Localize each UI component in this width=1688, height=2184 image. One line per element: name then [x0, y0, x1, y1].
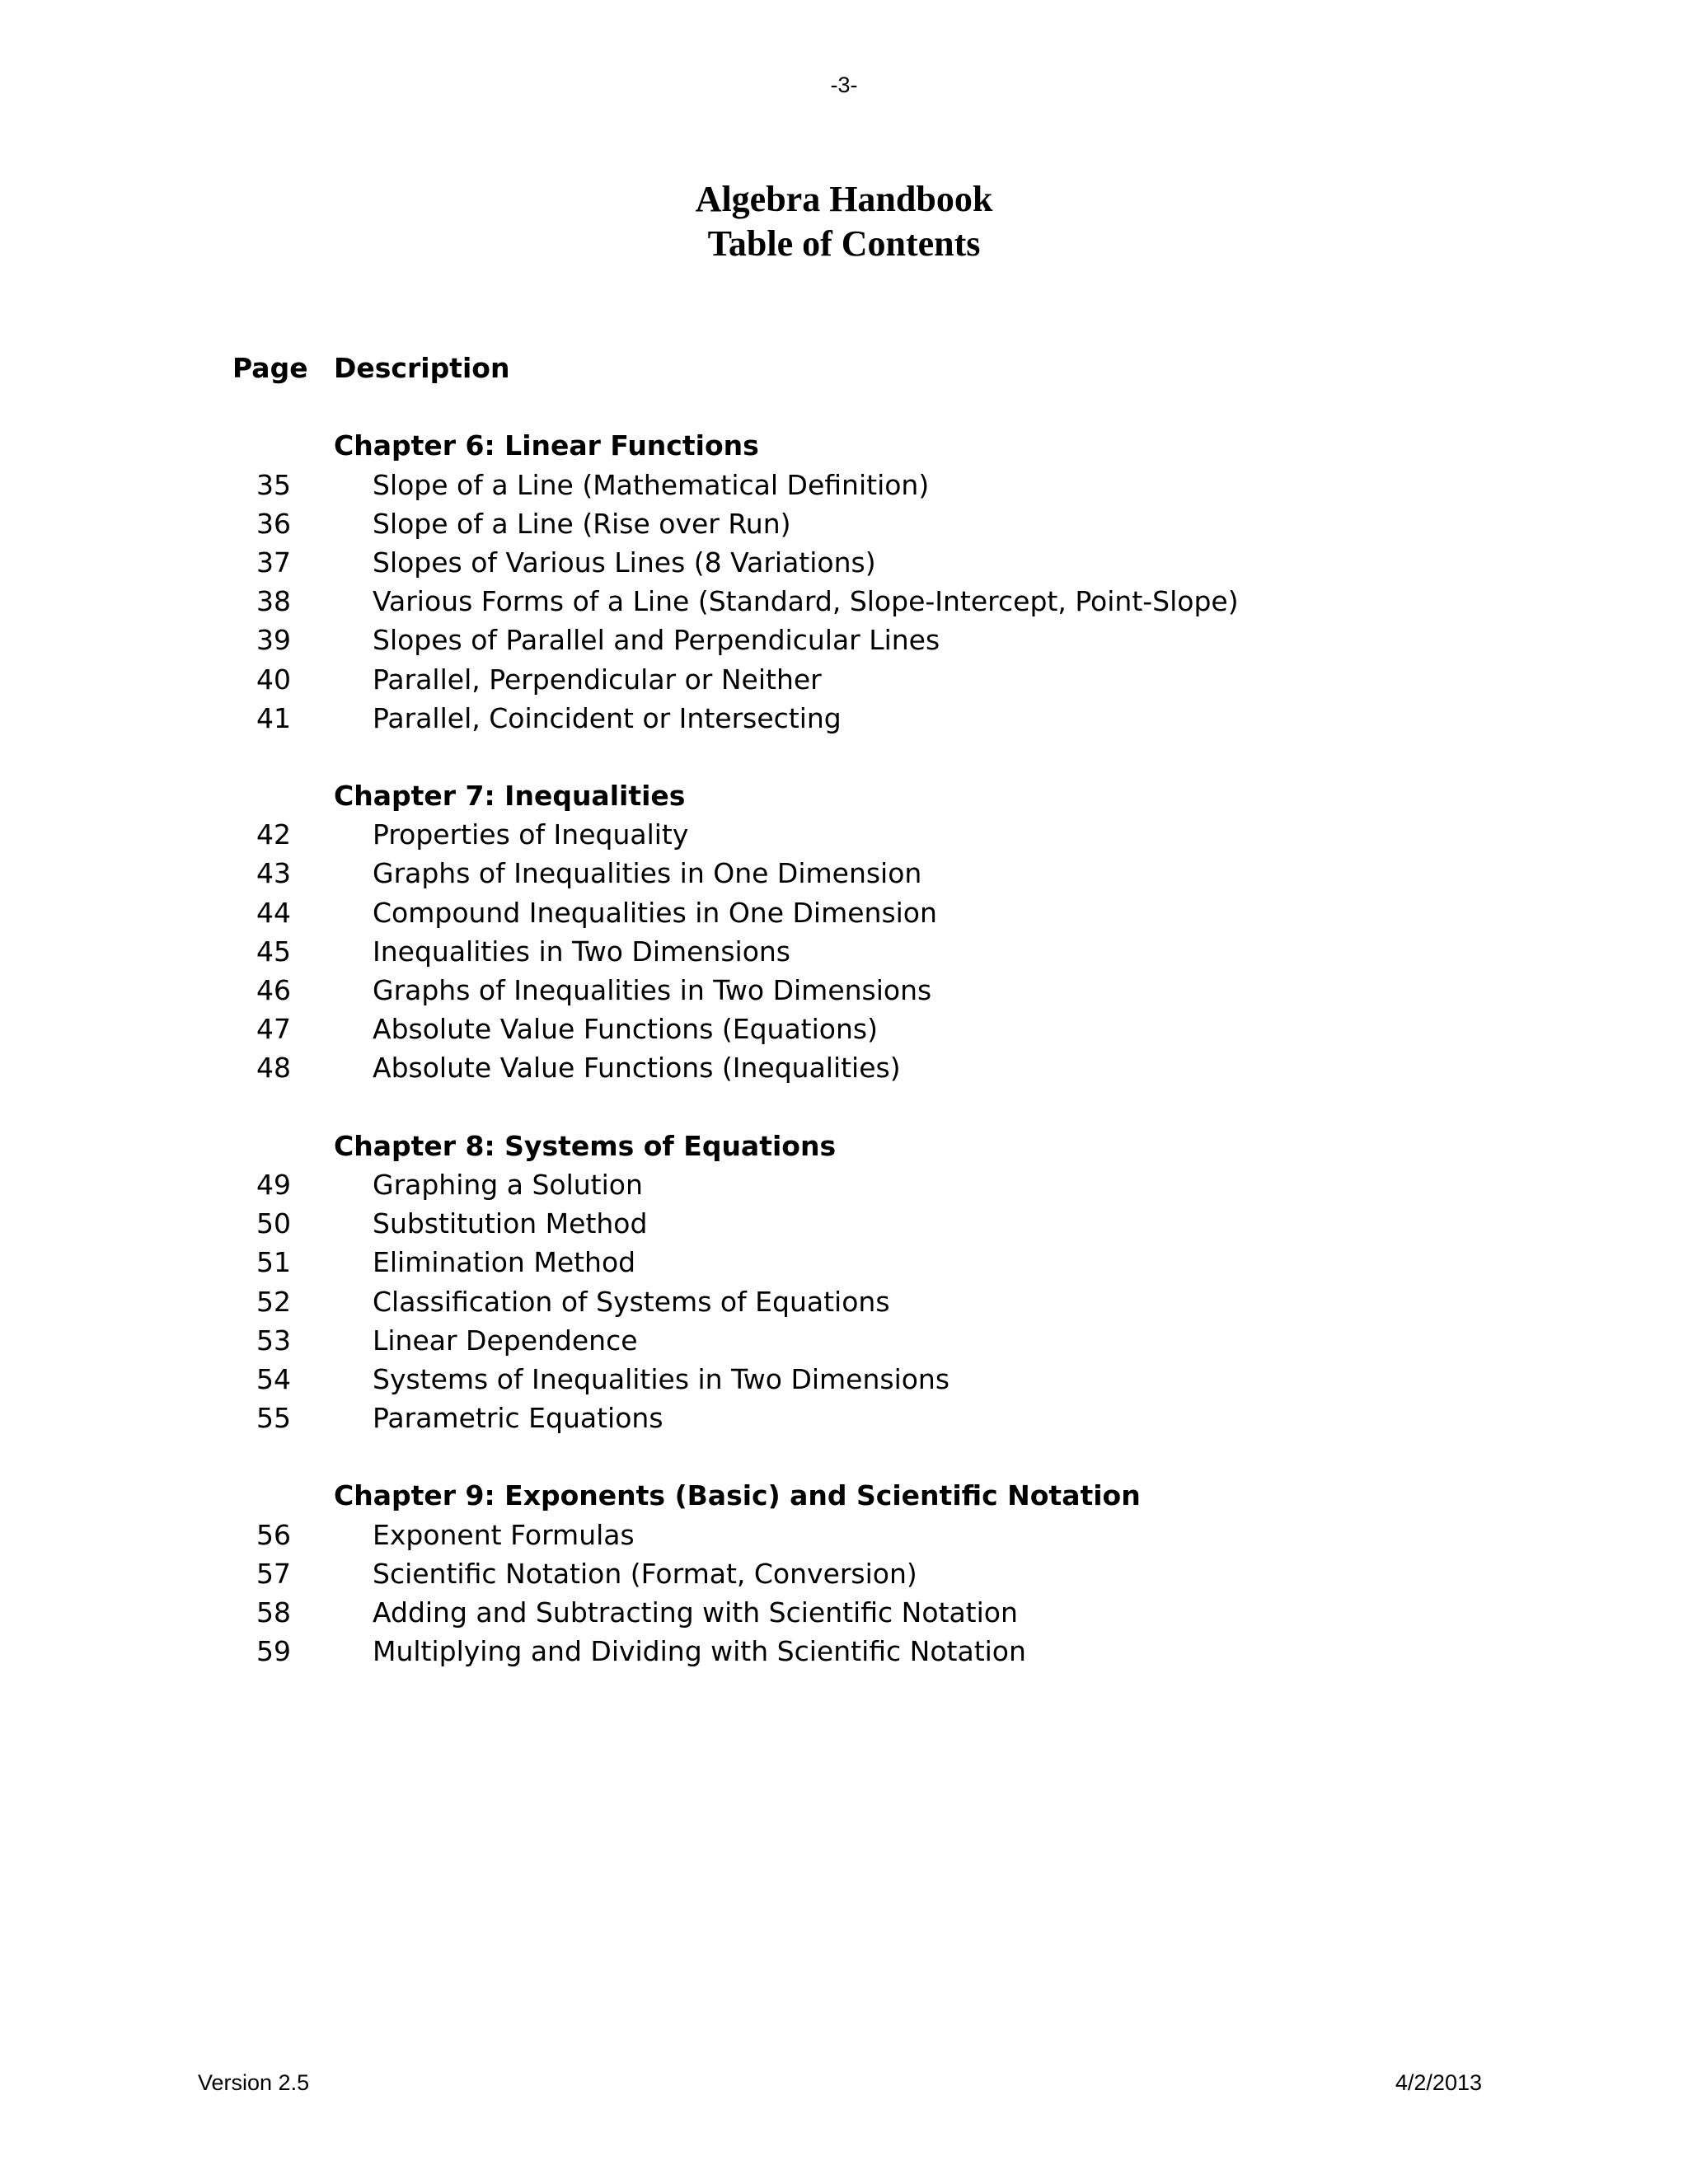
toc-entry-row	[0, 1399, 1688, 1437]
toc-entry-description: Adding and Subtracting with Scientific Notation	[373, 1596, 1018, 1629]
chapter-title: Chapter 8: Systems of Equations	[334, 1129, 837, 1162]
toc-entry-page: 36	[256, 507, 291, 540]
footer-date: 4/2/2013	[1395, 2070, 1482, 2095]
toc-entry-description: Slope of a Line (Rise over Run)	[373, 507, 791, 540]
toc-entry-row	[0, 854, 1688, 893]
toc-entry-page: 56	[256, 1518, 291, 1551]
toc-entry-row	[0, 1204, 1688, 1243]
toc-entry-row	[0, 582, 1688, 621]
chapter-heading-row	[0, 776, 1688, 815]
toc-entry-description: Absolute Value Functions (Inequalities)	[373, 1052, 901, 1085]
toc-entry-row	[0, 1321, 1688, 1360]
toc-entry-page: 48	[256, 1052, 291, 1085]
toc-entry-description: Graphs of Inequalities in One Dimension	[373, 857, 922, 890]
toc-entry-description: Graphing a Solution	[373, 1168, 643, 1201]
toc-entry-description: Parallel, Coincident or Intersecting	[373, 701, 842, 734]
toc-entry-row	[0, 1010, 1688, 1048]
toc-entry-row	[0, 504, 1688, 543]
toc-entry-row	[0, 699, 1688, 738]
toc-entry-page: 38	[256, 585, 291, 618]
section-spacer	[0, 1437, 1688, 1476]
footer-version: Version 2.5	[198, 2070, 310, 2095]
toc-entry-page: 58	[256, 1596, 291, 1629]
toc-entry-page: 55	[256, 1402, 291, 1435]
toc-header-row	[0, 349, 1688, 387]
toc-entry-row	[0, 1554, 1688, 1593]
chapter-title: Chapter 9: Exponents (Basic) and Scientific Notation	[334, 1479, 1141, 1512]
section-spacer	[0, 387, 1688, 426]
toc-entry-row	[0, 971, 1688, 1010]
toc-entry-description: Absolute Value Functions (Equations)	[373, 1013, 878, 1046]
section-spacer	[0, 1088, 1688, 1127]
toc-entry-row	[0, 932, 1688, 971]
toc-entry-page: 59	[256, 1635, 291, 1668]
toc-entry-page: 35	[256, 468, 291, 501]
toc-entry-row	[0, 1632, 1688, 1671]
toc-entry-description: Multiplying and Dividing with Scientific Notation	[373, 1635, 1026, 1668]
toc-entry-page: 37	[256, 546, 291, 579]
page-column-header: Page	[232, 352, 308, 384]
chapter-heading-row	[0, 1476, 1688, 1515]
chapter-heading-row	[0, 1127, 1688, 1165]
toc-entry-description: Slopes of Various Lines (8 Variations)	[373, 546, 876, 579]
toc-entry-page: 52	[256, 1285, 291, 1318]
toc-entry-description: Elimination Method	[373, 1246, 636, 1279]
toc-entry-page: 41	[256, 701, 291, 734]
toc-entry-page: 51	[256, 1246, 291, 1279]
page-number: -3-	[830, 73, 858, 97]
toc-entry-page: 44	[256, 896, 291, 929]
toc-entry-description: Compound Inequalities in One Dimension	[373, 896, 937, 929]
toc-entry-page: 49	[256, 1168, 291, 1201]
toc-entry-page: 53	[256, 1324, 291, 1357]
toc-entry-page: 57	[256, 1557, 291, 1590]
section-spacer	[0, 738, 1688, 776]
toc-entry-page: 39	[256, 624, 291, 657]
toc-entry-page: 47	[256, 1013, 291, 1046]
toc-entry-description: Systems of Inequalities in Two Dimensions	[373, 1362, 950, 1395]
chapter-heading-row	[0, 426, 1688, 465]
toc-entry-row	[0, 543, 1688, 582]
toc-entry-row	[0, 1593, 1688, 1632]
description-column-header: Description	[334, 352, 510, 384]
toc-entry-row	[0, 815, 1688, 854]
toc-entry-page: 50	[256, 1207, 291, 1240]
toc-entry-page: 46	[256, 974, 291, 1006]
toc-entry-description: Exponent Formulas	[373, 1518, 635, 1551]
chapter-title: Chapter 6: Linear Functions	[334, 429, 759, 462]
toc-entry-page: 54	[256, 1362, 291, 1395]
toc-entry-description: Linear Dependence	[373, 1324, 638, 1357]
toc-entry-page: 42	[256, 818, 291, 851]
document-title: Algebra Handbook	[695, 179, 993, 219]
table-of-contents	[0, 349, 1688, 1671]
toc-entry-description: Inequalities in Two Dimensions	[373, 935, 791, 968]
toc-entry-description: Various Forms of a Line (Standard, Slope-Intercept, Point-Slope)	[373, 585, 1239, 618]
title-block	[0, 177, 1688, 266]
toc-entry-description: Parallel, Perpendicular or Neither	[373, 663, 822, 696]
toc-entry-description: Parametric Equations	[373, 1402, 663, 1435]
toc-entry-description: Graphs of Inequalities in Two Dimensions	[373, 974, 932, 1006]
toc-entry-row	[0, 893, 1688, 932]
document-subtitle: Table of Contents	[707, 223, 981, 264]
toc-entry-page: 45	[256, 935, 291, 968]
toc-entry-row	[0, 1048, 1688, 1087]
toc-entry-row	[0, 1516, 1688, 1554]
toc-entry-row	[0, 1360, 1688, 1399]
toc-entry-description: Slope of a Line (Mathematical Definition)	[373, 468, 930, 501]
toc-entry-page: 43	[256, 857, 291, 890]
toc-entry-row	[0, 466, 1688, 504]
toc-entry-description: Substitution Method	[373, 1207, 648, 1240]
toc-entry-page: 40	[256, 663, 291, 696]
chapter-title: Chapter 7: Inequalities	[334, 780, 686, 813]
toc-entry-description: Properties of Inequality	[373, 818, 689, 851]
toc-entry-description: Slopes of Parallel and Perpendicular Lines	[373, 624, 940, 657]
toc-entry-row	[0, 621, 1688, 659]
toc-entry-row	[0, 1165, 1688, 1204]
toc-entry-description: Scientific Notation (Format, Conversion)	[373, 1557, 917, 1590]
toc-entry-description: Classification of Systems of Equations	[373, 1285, 890, 1318]
toc-entry-row	[0, 1282, 1688, 1321]
toc-entry-row	[0, 1243, 1688, 1282]
toc-entry-row	[0, 660, 1688, 699]
